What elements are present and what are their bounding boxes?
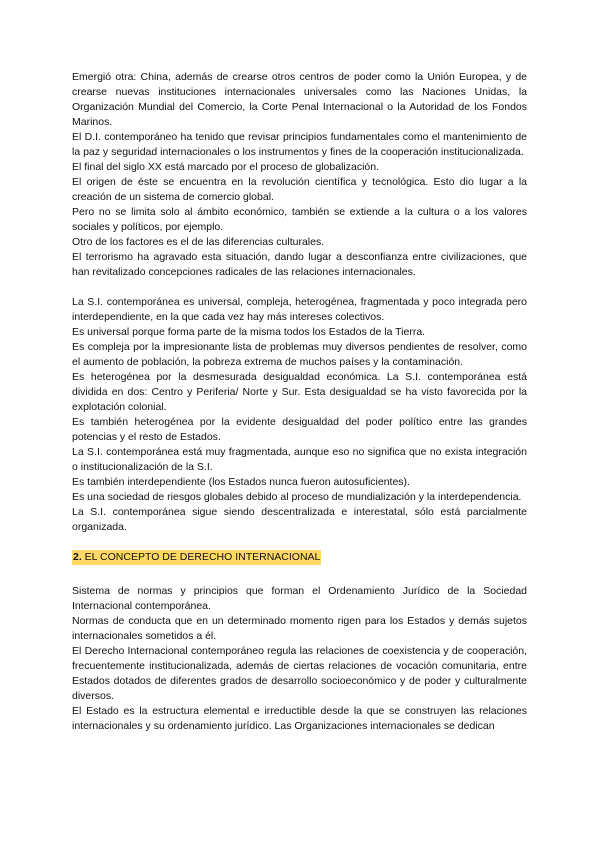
paragraph: Es compleja por la impresionante lista de problemas muy diversos pendientes de resolver, como el aumento de población, la pobreza extrema de muchos países y la contaminación.: [72, 341, 527, 368]
section-heading: [72, 550, 527, 569]
section-globalization: [72, 70, 527, 280]
paragraph: El origen de éste se encuentra en la revolución científica y tecnológica. Esto dio lugar a la creación de un sistema de comercio global.: [72, 176, 527, 203]
highlighted-heading: [72, 550, 321, 565]
paragraph: Pero no se limita solo al ámbito económico, también se extiende a la cultura o a los valores sociales y políticos, por ejemplo.: [72, 206, 527, 233]
paragraph: El final del siglo XX está marcado por el proceso de globalización.: [72, 161, 380, 173]
paragraph: Es heterogénea por la desmesurada desigualdad económica. La S.I. contemporánea está dividida en dos: Centro y Periferia/ Norte y Sur. Esta desigualdad se ha visto favorecida por la explotación colonial.: [72, 371, 527, 413]
paragraph: La S.I. contemporánea está muy fragmentada, aunque eso no significa que no exista integración o institucionalización de la S.I.: [72, 446, 527, 473]
spacer: [72, 569, 527, 584]
section-si-characteristics: [72, 295, 527, 535]
paragraph: Otro de los factores es el de las diferencias culturales.: [72, 236, 325, 248]
paragraph: El Estado es la estructura elemental e irreductible desde la que se construyen las relaciones internacionales y su ordenamiento jurídico. Las Organizaciones internacionales se dedican: [72, 705, 527, 732]
paragraph: La S.I. contemporánea sigue siendo descentralizada e interestatal, sólo está parcialmente organizada.: [72, 506, 527, 533]
paragraph: Es también interdependiente (los Estados nunca fueron autosuficientes).: [72, 476, 410, 488]
document-page: [72, 70, 527, 734]
paragraph: Es también heterogénea por la evidente desigualdad del poder político entre las grandes potencias y el resto de Estados.: [72, 416, 527, 443]
heading-title: EL CONCEPTO DE DERECHO INTERNACIONAL: [81, 551, 321, 563]
paragraph: El terrorismo ha agravado esta situación, dando lugar a desconfianza entre civilizaciones, que han revitalizado concepciones radicales de las relaciones internacionales.: [72, 251, 527, 278]
paragraph: El Derecho Internacional contemporáneo regula las relaciones de coexistencia y de cooperación, frecuentemente institucionalizada, además de ciertas relaciones de vocación comunitaria, entre Estados dotados de diferentes grados de desarrollo socioeconómico y de poder y culturalmente diversos.: [72, 645, 527, 702]
heading-number: 2.: [73, 551, 82, 563]
paragraph: Normas de conducta que en un determinado momento rigen para los Estados y demás sujetos internacionales sometidos a él.: [72, 615, 527, 642]
spacer: [72, 535, 527, 550]
section-concept-di: [72, 584, 527, 734]
paragraph: El D.I. contemporáneo ha tenido que revisar principios fundamentales como el mantenimiento de la paz y seguridad internacionales o los instrumentos y fines de la cooperación institucionalizada.: [72, 131, 527, 158]
paragraph: Es una sociedad de riesgos globales debido al proceso de mundialización y la interdependencia.: [72, 491, 522, 503]
paragraph: Sistema de normas y principios que forman el Ordenamiento Jurídico de la Sociedad Internacional contemporánea.: [72, 585, 527, 612]
paragraph: La S.I. contemporánea es universal, compleja, heterogénea, fragmentada y poco integrada pero interdependiente, en la que cada vez hay más intereses colectivos.: [72, 296, 527, 323]
paragraph: Emergió otra: China, además de crearse otros centros de poder como la Unión Europea, y de crearse nuevas instituciones internacionales universales como las Naciones Unidas, la Organización Mundial del Comercio, la Corte Penal Internacional o la Autoridad de los Fondos Marinos.: [72, 71, 527, 128]
paragraph: Es universal porque forma parte de la misma todos los Estados de la Tierra.: [72, 326, 426, 338]
spacer: [72, 280, 527, 295]
